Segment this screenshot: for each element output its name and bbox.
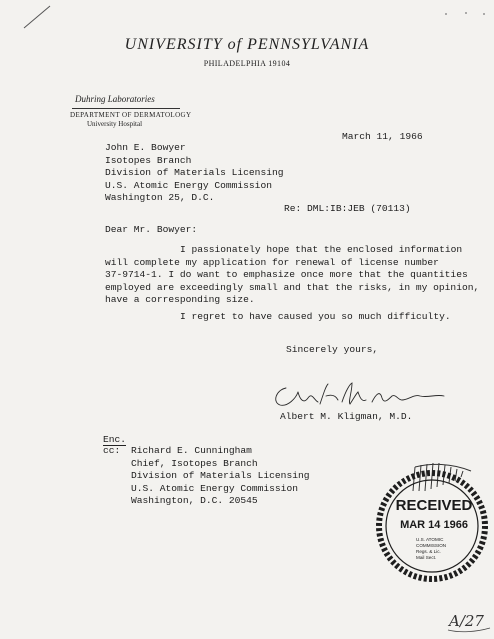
cc-line: Washington, D.C. 20545 xyxy=(131,495,258,507)
stamp-line: Regs. & Lic. xyxy=(416,549,441,554)
page-marker xyxy=(446,602,492,636)
paragraph-line: I passionately hope that the enclosed information xyxy=(180,244,463,255)
address-line: John E. Bowyer xyxy=(105,142,186,153)
paragraph-line: employed are exceedingly small and that the risks, in my opinion, xyxy=(105,281,480,293)
signature-icon xyxy=(268,380,468,410)
paragraph-line: will complete my application for renewal of license number xyxy=(105,256,439,268)
stamp-word: RECEIVED xyxy=(395,497,473,514)
paragraph-line: 37-9714-1. I do want to emphasize once more that the quantities xyxy=(105,269,468,281)
department-name: DEPARTMENT OF DERMATOLOGY xyxy=(70,111,192,119)
stamp-date: MAR 14 1966 xyxy=(400,519,468,531)
paragraph-line: have a corresponding size. xyxy=(105,294,255,306)
cc-line: Chief, Isotopes Branch xyxy=(131,457,258,469)
received-stamp xyxy=(372,466,492,582)
university-city: PHILADELPHIA 19104 xyxy=(203,59,291,68)
salutation: Dear Mr. Bowyer: xyxy=(105,224,198,235)
cc-line: Division of Materials Licensing xyxy=(131,470,310,482)
speck-marks-icon xyxy=(440,8,490,18)
page-marker-text: A/27 xyxy=(449,612,484,630)
letter-date: March 11, 1966 xyxy=(342,131,423,142)
letterhead-rule xyxy=(72,108,180,109)
signer-name: Albert M. Kligman, M.D. xyxy=(280,411,413,422)
body-paragraph-2: I regret to have caused you so much difficulty. xyxy=(180,311,451,322)
address-line: Washington 25, D.C. xyxy=(105,192,215,204)
address-line: Division of Materials Licensing xyxy=(105,167,284,179)
enclosure-label: Enc. xyxy=(103,434,127,445)
body-paragraph-1 xyxy=(105,244,479,307)
stamp-line: U.S. ATOMIC xyxy=(416,537,444,542)
reference-line: Re: DML:IB:JEB (70113) xyxy=(284,203,411,214)
address-line: U.S. Atomic Energy Commission xyxy=(105,179,272,191)
stamp-line: COMMISSION xyxy=(416,543,447,548)
pen-mark-icon xyxy=(22,4,52,30)
university-name: UNIVERSITY of PENNSYLVANIA xyxy=(124,36,370,53)
cc-line: Richard E. Cunningham xyxy=(131,445,252,456)
recipient-address xyxy=(105,142,283,205)
address-line: Isotopes Branch xyxy=(105,154,192,166)
cc-address xyxy=(131,445,309,508)
closing: Sincerely yours, xyxy=(286,344,379,355)
cc-line: U.S. Atomic Energy Commission xyxy=(131,482,298,494)
stamp-line: Mail Sect. xyxy=(416,555,437,560)
hospital-name: University Hospital xyxy=(87,120,143,128)
cc-label: cc: xyxy=(103,445,121,456)
laboratory-name: Duhring Laboratories xyxy=(75,94,155,104)
